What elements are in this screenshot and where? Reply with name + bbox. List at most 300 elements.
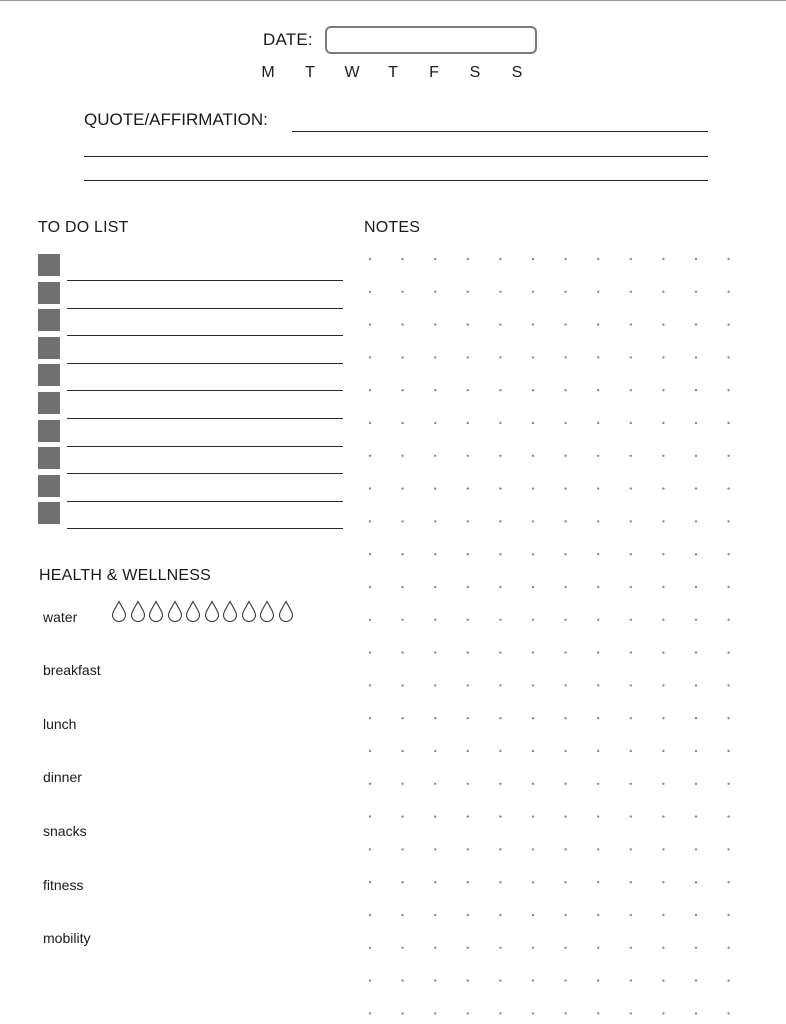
- grid-dot: [727, 783, 729, 785]
- grid-dot: [727, 1012, 729, 1014]
- grid-dot: [467, 553, 469, 555]
- grid-dot: [434, 881, 436, 883]
- grid-dot: [662, 487, 664, 489]
- grid-dot: [467, 914, 469, 916]
- grid-dot: [499, 815, 501, 817]
- todo-checkbox[interactable]: [38, 392, 60, 414]
- grid-dot: [532, 881, 534, 883]
- grid-dot: [695, 783, 697, 785]
- grid-dot: [597, 422, 599, 424]
- grid-dot: [630, 651, 632, 653]
- notes-dot-grid[interactable]: [362, 250, 742, 1020]
- grid-dot: [662, 553, 664, 555]
- grid-dot: [630, 783, 632, 785]
- grid-dot: [532, 487, 534, 489]
- grid-dot: [564, 914, 566, 916]
- todo-line[interactable]: [67, 335, 343, 336]
- grid-dot: [434, 848, 436, 850]
- grid-dot: [532, 422, 534, 424]
- grid-dot: [369, 323, 371, 325]
- todo-checkbox[interactable]: [38, 447, 60, 469]
- grid-dot: [499, 979, 501, 981]
- grid-dot: [662, 455, 664, 457]
- grid-dot: [401, 487, 403, 489]
- grid-dot: [401, 619, 403, 621]
- page-top-border: [0, 0, 786, 1]
- grid-dot: [401, 651, 403, 653]
- grid-dot: [597, 258, 599, 260]
- grid-dot: [401, 258, 403, 260]
- grid-dot: [499, 323, 501, 325]
- grid-dot: [695, 979, 697, 981]
- grid-dot: [434, 258, 436, 260]
- grid-dot: [597, 750, 599, 752]
- grid-dot: [597, 619, 599, 621]
- weekday-mon[interactable]: M: [261, 64, 275, 81]
- grid-dot: [434, 455, 436, 457]
- grid-dot: [369, 1012, 371, 1014]
- grid-dot: [467, 815, 469, 817]
- grid-dot: [727, 651, 729, 653]
- grid-dot: [630, 947, 632, 949]
- grid-dot: [369, 783, 371, 785]
- grid-dot: [532, 455, 534, 457]
- grid-dot: [597, 586, 599, 588]
- grid-dot: [564, 422, 566, 424]
- grid-dot: [369, 586, 371, 588]
- weekday-fri[interactable]: F: [429, 64, 439, 81]
- grid-dot: [695, 619, 697, 621]
- grid-dot: [597, 356, 599, 358]
- todo-line[interactable]: [67, 473, 343, 474]
- grid-dot: [401, 815, 403, 817]
- todo-checkbox[interactable]: [38, 309, 60, 331]
- grid-dot: [532, 979, 534, 981]
- weekday-wed[interactable]: W: [344, 64, 360, 81]
- grid-dot: [499, 586, 501, 588]
- grid-dot: [369, 291, 371, 293]
- grid-dot: [532, 586, 534, 588]
- grid-dot: [727, 979, 729, 981]
- grid-dot: [727, 389, 729, 391]
- grid-dot: [401, 684, 403, 686]
- grid-dot: [369, 750, 371, 752]
- grid-dot: [564, 619, 566, 621]
- grid-dot: [695, 914, 697, 916]
- grid-dot: [695, 291, 697, 293]
- grid-dot: [434, 979, 436, 981]
- todo-checkbox[interactable]: [38, 364, 60, 386]
- grid-dot: [564, 487, 566, 489]
- grid-dot: [662, 815, 664, 817]
- grid-dot: [532, 717, 534, 719]
- grid-dot: [369, 684, 371, 686]
- grid-dot: [467, 684, 469, 686]
- grid-dot: [597, 717, 599, 719]
- grid-dot: [369, 258, 371, 260]
- water-drop-icon[interactable]: [148, 600, 164, 622]
- grid-dot: [401, 947, 403, 949]
- grid-dot: [695, 553, 697, 555]
- wellness-item-fitness: fitness: [43, 877, 84, 893]
- grid-dot: [630, 848, 632, 850]
- grid-dot: [630, 815, 632, 817]
- water-drop-icon[interactable]: [222, 600, 238, 622]
- grid-dot: [662, 881, 664, 883]
- grid-dot: [597, 1012, 599, 1014]
- grid-dot: [597, 553, 599, 555]
- grid-dot: [434, 914, 436, 916]
- grid-dot: [434, 553, 436, 555]
- todo-checkbox[interactable]: [38, 337, 60, 359]
- weekday-thu[interactable]: T: [388, 64, 398, 81]
- todo-line[interactable]: [67, 528, 343, 529]
- todo-checkbox[interactable]: [38, 420, 60, 442]
- grid-dot: [434, 783, 436, 785]
- grid-dot: [434, 520, 436, 522]
- grid-dot: [727, 815, 729, 817]
- grid-dot: [499, 455, 501, 457]
- grid-dot: [467, 979, 469, 981]
- grid-dot: [630, 684, 632, 686]
- grid-dot: [532, 356, 534, 358]
- grid-dot: [564, 586, 566, 588]
- grid-dot: [499, 389, 501, 391]
- grid-dot: [695, 323, 697, 325]
- grid-dot: [597, 979, 599, 981]
- grid-dot: [401, 356, 403, 358]
- todo-line[interactable]: [67, 390, 343, 391]
- grid-dot: [727, 422, 729, 424]
- grid-dot: [727, 520, 729, 522]
- grid-dot: [662, 651, 664, 653]
- wellness-title: HEALTH & WELLNESS: [39, 567, 212, 584]
- todo-line[interactable]: [67, 446, 343, 447]
- todo-checkbox[interactable]: [38, 502, 60, 524]
- date-label: DATE:: [263, 30, 313, 49]
- todo-checkbox[interactable]: [38, 254, 60, 276]
- grid-dot: [401, 520, 403, 522]
- grid-dot: [564, 520, 566, 522]
- grid-dot: [467, 1012, 469, 1014]
- grid-dot: [695, 651, 697, 653]
- grid-dot: [401, 750, 403, 752]
- grid-dot: [532, 291, 534, 293]
- grid-dot: [564, 356, 566, 358]
- grid-dot: [630, 487, 632, 489]
- grid-dot: [597, 520, 599, 522]
- grid-dot: [597, 323, 599, 325]
- grid-dot: [727, 914, 729, 916]
- todo-checkbox[interactable]: [38, 475, 60, 497]
- notes-title: NOTES: [364, 219, 421, 236]
- grid-dot: [630, 389, 632, 391]
- grid-dot: [369, 979, 371, 981]
- todo-title: TO DO LIST: [38, 219, 129, 236]
- grid-dot: [499, 750, 501, 752]
- grid-dot: [434, 717, 436, 719]
- grid-dot: [369, 455, 371, 457]
- grid-dot: [532, 783, 534, 785]
- grid-dot: [467, 881, 469, 883]
- date-input-box[interactable]: [325, 26, 537, 54]
- grid-dot: [662, 422, 664, 424]
- grid-dot: [467, 356, 469, 358]
- weekday-sun[interactable]: S: [511, 64, 523, 81]
- grid-dot: [369, 651, 371, 653]
- grid-dot: [597, 389, 599, 391]
- quote-line-3[interactable]: [84, 180, 708, 181]
- grid-dot: [401, 783, 403, 785]
- grid-dot: [630, 356, 632, 358]
- grid-dot: [434, 323, 436, 325]
- grid-dot: [727, 684, 729, 686]
- todo-checkbox[interactable]: [38, 282, 60, 304]
- grid-dot: [401, 586, 403, 588]
- grid-dot: [695, 455, 697, 457]
- grid-dot: [499, 258, 501, 260]
- grid-dot: [499, 684, 501, 686]
- grid-dot: [662, 947, 664, 949]
- grid-dot: [695, 520, 697, 522]
- wellness-item-snacks: snacks: [43, 823, 87, 839]
- grid-dot: [695, 356, 697, 358]
- grid-dot: [662, 323, 664, 325]
- weekday-sat[interactable]: S: [469, 64, 481, 81]
- grid-dot: [597, 684, 599, 686]
- grid-dot: [532, 1012, 534, 1014]
- grid-dot: [434, 487, 436, 489]
- grid-dot: [499, 881, 501, 883]
- grid-dot: [662, 979, 664, 981]
- grid-dot: [597, 881, 599, 883]
- grid-dot: [369, 914, 371, 916]
- grid-dot: [467, 455, 469, 457]
- grid-dot: [434, 750, 436, 752]
- grid-dot: [564, 947, 566, 949]
- grid-dot: [662, 520, 664, 522]
- grid-dot: [597, 783, 599, 785]
- grid-dot: [564, 323, 566, 325]
- grid-dot: [564, 389, 566, 391]
- grid-dot: [467, 487, 469, 489]
- grid-dot: [695, 487, 697, 489]
- grid-dot: [630, 520, 632, 522]
- grid-dot: [727, 717, 729, 719]
- grid-dot: [401, 881, 403, 883]
- water-drop-icon[interactable]: [130, 600, 146, 622]
- grid-dot: [434, 947, 436, 949]
- water-drop-icon[interactable]: [204, 600, 220, 622]
- grid-dot: [467, 422, 469, 424]
- grid-dot: [727, 291, 729, 293]
- grid-dot: [467, 947, 469, 949]
- grid-dot: [467, 586, 469, 588]
- grid-dot: [532, 553, 534, 555]
- grid-dot: [630, 750, 632, 752]
- wellness-item-mobility: mobility: [43, 930, 91, 946]
- grid-dot: [564, 783, 566, 785]
- grid-dot: [532, 848, 534, 850]
- water-drop-icon[interactable]: [167, 600, 183, 622]
- grid-dot: [369, 947, 371, 949]
- grid-dot: [369, 487, 371, 489]
- water-label: water: [43, 609, 78, 625]
- grid-dot: [695, 815, 697, 817]
- grid-dot: [434, 815, 436, 817]
- grid-dot: [662, 356, 664, 358]
- grid-dot: [532, 914, 534, 916]
- grid-dot: [695, 422, 697, 424]
- grid-dot: [401, 979, 403, 981]
- grid-dot: [630, 553, 632, 555]
- grid-dot: [695, 717, 697, 719]
- water-drop-icon[interactable]: [278, 600, 294, 622]
- grid-dot: [564, 750, 566, 752]
- grid-dot: [630, 717, 632, 719]
- grid-dot: [662, 291, 664, 293]
- wellness-item-dinner: dinner: [43, 769, 82, 785]
- grid-dot: [564, 553, 566, 555]
- grid-dot: [499, 520, 501, 522]
- grid-dot: [597, 455, 599, 457]
- grid-dot: [662, 783, 664, 785]
- grid-dot: [564, 291, 566, 293]
- grid-dot: [695, 586, 697, 588]
- grid-dot: [727, 881, 729, 883]
- grid-dot: [564, 651, 566, 653]
- grid-dot: [467, 520, 469, 522]
- water-drop-icon[interactable]: [241, 600, 257, 622]
- grid-dot: [467, 717, 469, 719]
- grid-dot: [564, 979, 566, 981]
- grid-dot: [369, 389, 371, 391]
- todo-line[interactable]: [67, 280, 343, 281]
- grid-dot: [564, 684, 566, 686]
- grid-dot: [499, 914, 501, 916]
- grid-dot: [662, 389, 664, 391]
- grid-dot: [369, 717, 371, 719]
- grid-dot: [467, 258, 469, 260]
- grid-dot: [369, 848, 371, 850]
- grid-dot: [695, 1012, 697, 1014]
- water-drop-icon[interactable]: [111, 600, 127, 622]
- grid-dot: [369, 619, 371, 621]
- grid-dot: [434, 586, 436, 588]
- grid-dot: [532, 323, 534, 325]
- grid-dot: [564, 717, 566, 719]
- grid-dot: [597, 848, 599, 850]
- todo-line[interactable]: [67, 418, 343, 419]
- grid-dot: [662, 750, 664, 752]
- grid-dot: [434, 651, 436, 653]
- grid-dot: [662, 848, 664, 850]
- grid-dot: [727, 553, 729, 555]
- grid-dot: [630, 258, 632, 260]
- grid-dot: [630, 422, 632, 424]
- grid-dot: [727, 356, 729, 358]
- grid-dot: [401, 553, 403, 555]
- grid-dot: [499, 783, 501, 785]
- grid-dot: [630, 619, 632, 621]
- grid-dot: [467, 750, 469, 752]
- grid-dot: [467, 783, 469, 785]
- grid-dot: [630, 586, 632, 588]
- grid-dot: [532, 520, 534, 522]
- todo-line[interactable]: [67, 363, 343, 364]
- grid-dot: [434, 684, 436, 686]
- grid-dot: [662, 684, 664, 686]
- grid-dot: [401, 389, 403, 391]
- todo-line[interactable]: [67, 308, 343, 309]
- grid-dot: [467, 619, 469, 621]
- grid-dot: [532, 815, 534, 817]
- grid-dot: [564, 815, 566, 817]
- grid-dot: [727, 323, 729, 325]
- grid-dot: [499, 717, 501, 719]
- grid-dot: [467, 291, 469, 293]
- grid-dot: [564, 1012, 566, 1014]
- grid-dot: [401, 291, 403, 293]
- grid-dot: [662, 717, 664, 719]
- quote-line-2[interactable]: [84, 156, 708, 157]
- grid-dot: [532, 684, 534, 686]
- grid-dot: [369, 520, 371, 522]
- grid-dot: [401, 1012, 403, 1014]
- grid-dot: [727, 455, 729, 457]
- grid-dot: [369, 356, 371, 358]
- grid-dot: [630, 291, 632, 293]
- grid-dot: [630, 1012, 632, 1014]
- grid-dot: [434, 1012, 436, 1014]
- grid-dot: [467, 651, 469, 653]
- grid-dot: [727, 848, 729, 850]
- grid-dot: [564, 258, 566, 260]
- grid-dot: [401, 848, 403, 850]
- grid-dot: [499, 848, 501, 850]
- grid-dot: [499, 1012, 501, 1014]
- grid-dot: [695, 684, 697, 686]
- weekday-tue[interactable]: T: [305, 64, 315, 81]
- grid-dot: [467, 389, 469, 391]
- grid-dot: [434, 422, 436, 424]
- grid-dot: [532, 750, 534, 752]
- grid-dot: [499, 291, 501, 293]
- grid-dot: [401, 323, 403, 325]
- grid-dot: [597, 947, 599, 949]
- water-drop-icon[interactable]: [259, 600, 275, 622]
- grid-dot: [630, 979, 632, 981]
- grid-dot: [695, 881, 697, 883]
- quote-label: QUOTE/AFFIRMATION:: [84, 110, 268, 129]
- grid-dot: [727, 487, 729, 489]
- grid-dot: [401, 422, 403, 424]
- grid-dot: [499, 422, 501, 424]
- grid-dot: [434, 619, 436, 621]
- grid-dot: [695, 750, 697, 752]
- todo-line[interactable]: [67, 501, 343, 502]
- grid-dot: [434, 356, 436, 358]
- grid-dot: [434, 389, 436, 391]
- grid-dot: [532, 258, 534, 260]
- grid-dot: [532, 619, 534, 621]
- quote-line-1[interactable]: [292, 131, 708, 132]
- grid-dot: [695, 258, 697, 260]
- grid-dot: [499, 487, 501, 489]
- water-drop-icon[interactable]: [185, 600, 201, 622]
- grid-dot: [564, 881, 566, 883]
- grid-dot: [597, 815, 599, 817]
